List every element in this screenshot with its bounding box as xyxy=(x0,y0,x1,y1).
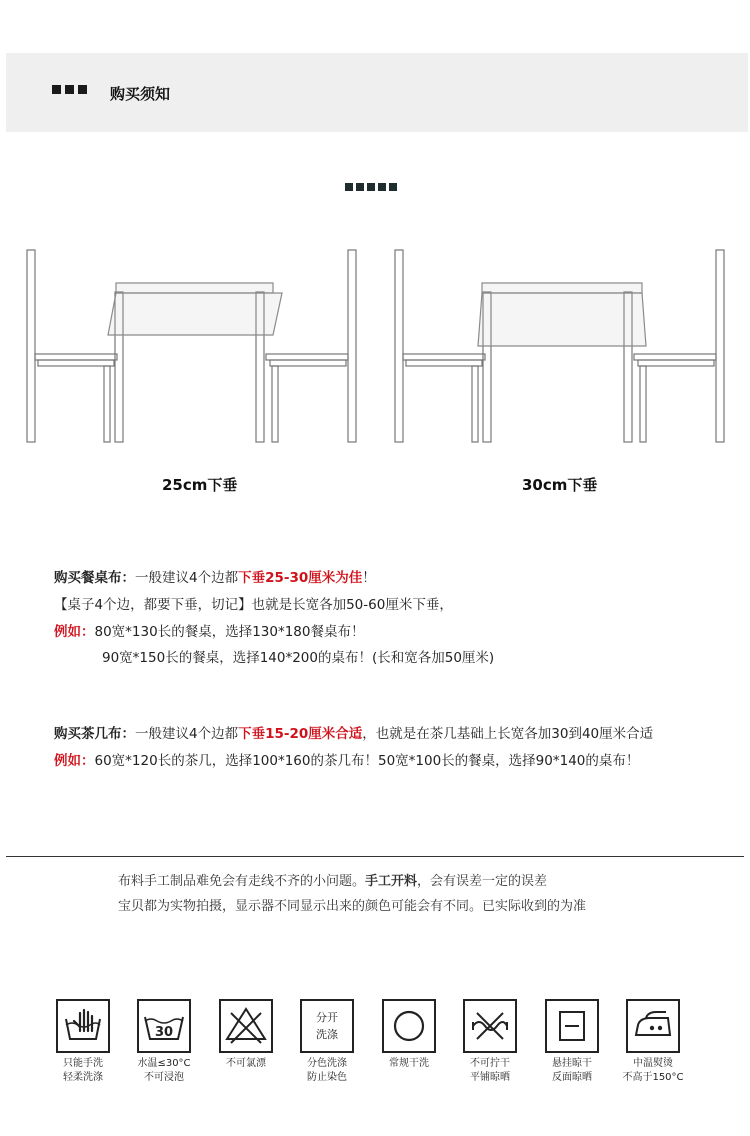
diagram-label-right: 30cm下垂 xyxy=(522,476,598,494)
table-diagram-30cm xyxy=(390,240,735,450)
coffee-lead: 购买茶几布： xyxy=(54,726,135,742)
table-diagram-25cm xyxy=(20,240,365,450)
header-band xyxy=(6,53,748,132)
header-squares-icon xyxy=(52,85,87,94)
care-label-1: 只能手洗 轻柔洗涤 xyxy=(63,1058,103,1083)
page-title: 购买须知 xyxy=(110,85,171,103)
decorative-dots-icon xyxy=(345,183,397,191)
note-line-2: 宝贝都为实物拍摄，显示器不同显示出来的颜色可能会有不同。已实际收到的为准 xyxy=(118,899,587,914)
coffee-text2: ，也就是在茶几基础上长宽各加30到40厘米合适 xyxy=(362,726,654,742)
svg-text:30: 30 xyxy=(154,1025,174,1040)
dining-text1: 一般建议4个边都 xyxy=(135,570,239,586)
svg-text:洗涤: 洗涤 xyxy=(316,1028,338,1041)
dining-line-1 xyxy=(54,572,376,586)
dining-highlight: 下垂25-30厘米为佳 xyxy=(238,570,363,586)
care-label-4: 分色洗涤 防止染色 xyxy=(307,1058,347,1083)
hand-wash-icon xyxy=(56,999,110,1053)
iron-medium-icon xyxy=(626,999,680,1053)
coffee-text1: 一般建议4个边都 xyxy=(135,726,239,742)
care-label-6: 不可拧干 平铺晾晒 xyxy=(470,1058,510,1083)
diagram-label-left: 25cm下垂 xyxy=(162,476,238,494)
note-line1-a: 布料手工制品难免会有走线不齐的小问题。 xyxy=(118,874,366,889)
coffee-line-1 xyxy=(54,728,653,742)
separate-wash-icon xyxy=(300,999,354,1053)
dining-lead: 购买餐桌布： xyxy=(54,570,135,586)
coffee-example1: 60宽*120长的茶几，选择100*160的茶几布！50宽*100长的餐桌，选择90*140的桌布！ xyxy=(94,753,640,769)
dining-line-4: 90宽*150长的餐桌，选择140*200的桌布！(长和宽各加50厘米) xyxy=(102,650,495,666)
dining-text2: ！ xyxy=(362,570,376,586)
tumble-dry-icon xyxy=(382,999,436,1053)
note-line-1 xyxy=(118,870,547,889)
coffee-example-label: 例如： xyxy=(54,753,95,769)
hang-dry-icon xyxy=(545,999,599,1053)
note-line1-b: 手工开料 xyxy=(365,874,418,889)
coffee-highlight: 下垂15-20厘米合适 xyxy=(238,726,363,742)
dining-line-3 xyxy=(54,626,364,640)
care-label-7: 悬挂晾干 反面晾晒 xyxy=(552,1058,592,1083)
dining-example-label: 例如： xyxy=(54,624,95,640)
care-label-2: 水温≤30°C 不可浸泡 xyxy=(137,1058,191,1083)
wash-30-icon xyxy=(137,999,191,1053)
dining-line-2: 【桌子4个边，都要下垂，切记】也就是长宽各加50-60厘米下垂， xyxy=(54,597,453,613)
coffee-line-2 xyxy=(54,755,639,769)
care-label-5: 常规干洗 xyxy=(389,1058,429,1069)
svg-text:分开: 分开 xyxy=(316,1011,338,1024)
care-label-8: 中温熨烫 不高于150°C xyxy=(622,1058,684,1083)
dining-example1: 80宽*130长的餐桌，选择130*180餐桌布！ xyxy=(94,624,365,640)
section-divider xyxy=(6,856,744,857)
care-label-3: 不可氯漂 xyxy=(226,1058,266,1069)
no-wring-icon xyxy=(463,999,517,1053)
no-bleach-icon xyxy=(219,999,273,1053)
note-line1-c: ，会有误差一定的误差 xyxy=(417,874,548,889)
